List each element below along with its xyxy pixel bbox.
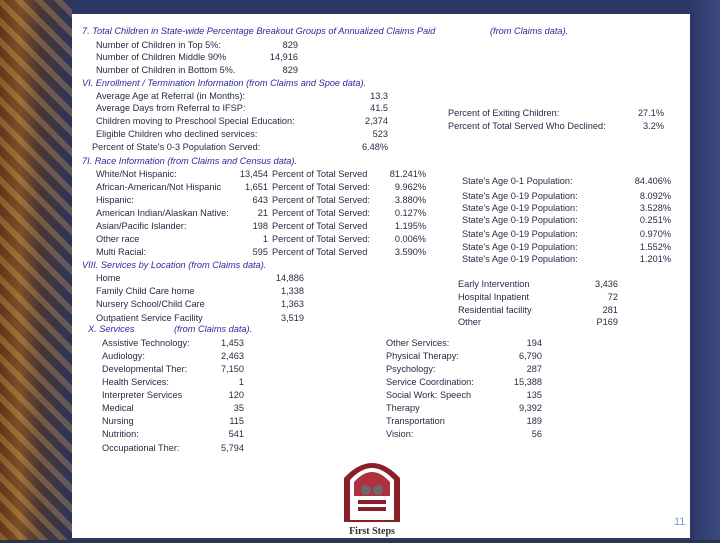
race-pct-label: Percent of Total Served xyxy=(272,169,368,179)
service-label: Vision: xyxy=(386,429,414,439)
race-count: 643 xyxy=(252,195,268,205)
service-value: 287 xyxy=(526,364,542,374)
state-value: 84.406% xyxy=(634,176,671,186)
state-label: State's Age 0-19 Population: xyxy=(462,254,578,264)
service-value: 135 xyxy=(526,390,542,400)
state-value: 1.552% xyxy=(639,242,671,252)
section-source: (from Claims data). xyxy=(490,26,569,36)
section-heading: X. Services xyxy=(88,324,135,334)
service-label: Service Coordination: xyxy=(386,377,474,387)
race-pct-label: Percent of Total Served xyxy=(272,247,368,257)
service-label: Health Services: xyxy=(102,377,169,387)
race-label: White/Not Hispanic: xyxy=(96,169,177,179)
service-value: 2,463 xyxy=(221,351,244,361)
row-label: Average Days from Referral to IFSP: xyxy=(96,103,246,113)
race-pct-label: Percent of Total Served: xyxy=(272,195,370,205)
location-value: 1,338 xyxy=(281,286,304,296)
service-value: 1,453 xyxy=(221,338,244,348)
service-value: 541 xyxy=(228,429,244,439)
service-value: 35 xyxy=(233,403,244,413)
location-label: Early Intervention xyxy=(458,279,530,289)
row-label: Percent of Total Served Who Declined: xyxy=(448,121,606,131)
race-pct-label: Percent of Total Served: xyxy=(272,208,370,218)
service-value: 194 xyxy=(526,338,542,348)
race-pct: 0.127% xyxy=(394,208,426,218)
service-label: Nutrition: xyxy=(102,429,139,439)
race-pct: 3.880% xyxy=(394,195,426,205)
location-value: 3,436 xyxy=(595,279,618,289)
location-label: Outpatient Service Facility xyxy=(96,313,203,323)
state-label: State's Age 0-1 Population: xyxy=(462,176,573,186)
race-count: 595 xyxy=(252,247,268,257)
state-label: State's Age 0-19 Population: xyxy=(462,229,578,239)
row-value: 6.48% xyxy=(361,142,388,152)
location-label: Other xyxy=(458,317,481,327)
race-label: American Indian/Alaskan Native: xyxy=(96,208,229,218)
state-label: State's Age 0-19 Population: xyxy=(462,242,578,252)
state-value: 0.251% xyxy=(639,215,671,225)
service-label: Transportation xyxy=(386,416,445,426)
race-count: 13,454 xyxy=(239,169,268,179)
row-value: 2,374 xyxy=(365,116,388,126)
page-number: 11 xyxy=(674,516,686,528)
race-pct-label: Percent of Total Served: xyxy=(272,182,370,192)
service-value: 120 xyxy=(228,390,244,400)
location-label: Home xyxy=(96,273,121,283)
race-pct: 0.006% xyxy=(394,234,426,244)
service-label: Social Work: Speech xyxy=(386,390,472,400)
service-label: Interpreter Services xyxy=(102,390,183,400)
row-value: 13.3 xyxy=(370,91,388,101)
service-value: 56 xyxy=(531,429,542,439)
row-value: 829 xyxy=(282,40,298,50)
service-label: Developmental Ther: xyxy=(102,364,188,374)
row-value: 14,916 xyxy=(269,52,298,62)
race-label: Multi Racial: xyxy=(96,247,147,257)
service-label: Medical xyxy=(102,403,134,413)
decorative-border xyxy=(0,0,72,540)
row-label: Percent of State's 0-3 Population Served: xyxy=(92,142,261,152)
location-value: 72 xyxy=(607,292,618,302)
state-label: State's Age 0-19 Population: xyxy=(462,191,578,201)
state-value: 8.092% xyxy=(639,191,671,201)
location-value: 281 xyxy=(602,305,618,315)
race-pct-label: Percent of Total Served: xyxy=(272,234,370,244)
race-pct: 81.241% xyxy=(389,169,426,179)
location-label: Nursery School/Child Care xyxy=(96,299,205,309)
race-count: 21 xyxy=(257,208,268,218)
first-steps-logo-icon xyxy=(340,450,404,538)
location-label: Residential facility xyxy=(458,305,532,315)
race-count: 1,651 xyxy=(245,182,268,192)
race-pct: 1.195% xyxy=(394,221,426,231)
document-page xyxy=(72,14,690,538)
logo-text: First Steps xyxy=(349,526,395,537)
service-value: 115 xyxy=(229,416,244,426)
race-pct-label: Percent of Total Served xyxy=(272,221,368,231)
row-label: Children moving to Preschool Special Education: xyxy=(96,116,295,126)
section-heading: 7. Total Children in State-wide Percentage Breakout Groups of Annualized Claims Paid xyxy=(82,26,436,36)
service-value: 5,794 xyxy=(221,443,244,453)
location-label: Hospital Inpatient xyxy=(458,292,529,302)
race-label: Other race xyxy=(96,234,140,244)
row-value: 41.5 xyxy=(370,103,388,113)
race-count: 1 xyxy=(262,234,268,244)
race-pct: 9.962% xyxy=(394,182,426,192)
race-label: African-American/Not Hispanic xyxy=(96,182,222,192)
location-value: P169 xyxy=(596,317,618,327)
section-heading: VI. Enrollment / Termination Information (from Claims and Spoe data). xyxy=(82,78,367,88)
service-value: 15,388 xyxy=(513,377,542,387)
section-heading: 7I. Race Information (from Claims and Census data). xyxy=(82,156,297,166)
service-label: Assistive Technology: xyxy=(102,338,190,348)
row-label: Average Age at Referral (in Months): xyxy=(96,91,245,101)
state-label: State's Age 0-19 Population: xyxy=(462,203,578,213)
state-value: 0.970% xyxy=(639,229,671,239)
row-value: 3.2% xyxy=(643,121,664,131)
row-label: Eligible Children who declined services: xyxy=(96,129,258,139)
service-value: 6,790 xyxy=(519,351,542,361)
service-label: Therapy xyxy=(386,403,420,413)
row-label: Number of Children Middle 90% xyxy=(96,52,227,62)
state-label: State's Age 0-19 Population: xyxy=(462,215,578,225)
service-value: 9,392 xyxy=(519,403,542,413)
race-count: 198 xyxy=(252,221,268,231)
row-label: Number of Children in Bottom 5%. xyxy=(96,65,236,75)
service-label: Other Services: xyxy=(386,338,450,348)
service-label: Occupational Ther: xyxy=(102,443,180,453)
service-label: Audiology: xyxy=(102,351,145,361)
race-label: Hispanic: xyxy=(96,195,134,205)
service-label: Physical Therapy: xyxy=(386,351,459,361)
section-source: (from Claims data). xyxy=(174,324,253,334)
row-label: Number of Children in Top 5%: xyxy=(96,40,221,50)
service-value: 7,150 xyxy=(221,364,244,374)
race-pct: 3.590% xyxy=(394,247,426,257)
first-steps-logo xyxy=(340,450,404,538)
service-value: 1 xyxy=(238,377,244,387)
location-value: 3,519 xyxy=(281,313,304,323)
section-heading: VIII. Services by Location (from Claims data). xyxy=(82,260,267,270)
state-value: 3.528% xyxy=(639,203,671,213)
row-value: 523 xyxy=(372,129,388,139)
row-label: Percent of Exiting Children: xyxy=(448,108,560,118)
location-value: 1,363 xyxy=(281,299,304,309)
location-label: Family Child Care home xyxy=(96,286,195,296)
row-value: 829 xyxy=(282,65,298,75)
row-value: 27.1% xyxy=(637,108,664,118)
location-value: 14,886 xyxy=(275,273,304,283)
service-label: Nursing xyxy=(102,416,134,426)
service-label: Psychology: xyxy=(386,364,436,374)
state-value: 1.201% xyxy=(639,254,671,264)
race-label: Asian/Pacific Islander: xyxy=(96,221,187,231)
service-value: 189 xyxy=(526,416,542,426)
